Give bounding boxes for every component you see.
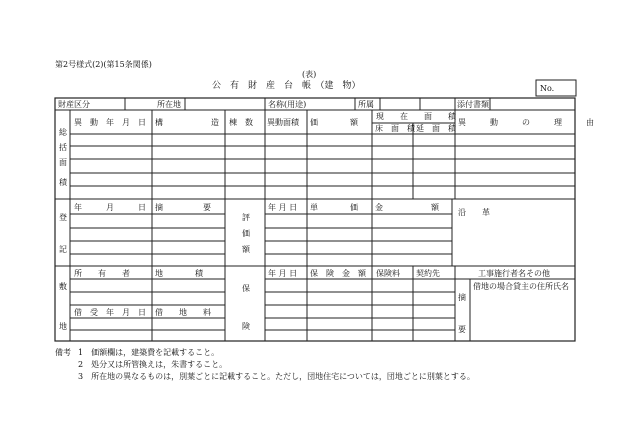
sokatsu-side-3: 面 [59,158,67,167]
col-tosu: 棟 数 [229,118,253,127]
form-number-label: 第2号様式(2)(第15条関係) [55,60,152,69]
col-ido-riyu: 異 動 の 理 由 [458,118,594,127]
sokatsu-side-2: 括 [59,143,67,152]
header-meisho: 名称(用途) [268,100,307,109]
shiki-side-1: 敷 [59,282,67,291]
hyoka-side-3: 額 [242,245,250,254]
hoken-side-2: 険 [242,322,250,331]
number-box-label: No. [540,84,555,93]
hyoka-col-date: 年 月 日 [268,203,298,212]
toki-col-tekiyo: 摘 要 [155,203,211,212]
header-zaisan-kubun: 財産区分 [58,100,90,109]
col-hokenryo: 保険料 [376,269,400,278]
notes-label: 備考 [55,348,71,357]
header-tenpu: 添付書類 [457,100,489,109]
col-ido-date: 異 動 年 月 日 [74,118,146,127]
side-label: (表) [302,70,317,79]
hyoka-side-2: 価 [242,229,250,238]
col-shakuchiryo: 借 地 料 [155,308,211,317]
toki-side-2: 記 [59,245,67,254]
note-item-1: 1 価額欄は，建築費を記載すること。 [78,348,220,357]
col-kakaku: 価 額 [310,118,358,127]
note-item-3: 3 所在地の異なるものは，別葉ごとに記載すること。ただし，団地住宅については，団地ごとに別葉とする。 [78,372,475,381]
col-ido-menseki: 異動面積 [267,118,299,127]
hoken-col-date: 年 月 日 [268,269,298,278]
col-hoken-kingaku: 保 険 金 額 [310,269,366,278]
hyoka-col-kingaku: 金 額 [375,203,439,212]
toki-col-date: 年 月 日 [74,203,146,212]
col-koji-sekosha: 工事施行者名その他 [478,269,550,278]
col-genzai-menseki: 現 在 面 積 [376,112,456,121]
note-item-2: 2 処分又は所管換えは，朱書すること。 [78,360,228,369]
col-nobe-menseki: 延 面 積 [416,124,456,133]
enkaku-label: 沿 革 [458,208,490,217]
sokatsu-side-1: 総 [59,128,67,137]
col-chiseki: 地 積 [155,269,203,278]
tekiyo-side-2: 要 [458,325,466,334]
page-title: 公 有 財 産 台 帳 （建 物） [212,81,361,91]
col-shakuju-date: 借 受 年 月 日 [74,308,146,317]
hoken-side-1: 保 [242,284,250,293]
header-shozaichi: 所在地 [157,100,181,109]
hyoka-col-tanka: 単 価 [310,203,358,212]
col-keiyakusaki: 契約先 [416,269,440,278]
shakuchi-kashinushi-label: 借地の場合貸主の住所氏名 [473,282,569,291]
sokatsu-side-4: 積 [59,178,67,187]
col-yuka-menseki: 床 面 積 [375,124,415,133]
col-shoyusha: 所 有 者 [74,269,130,278]
toki-side-1: 登 [59,213,67,222]
hyoka-side-1: 評 [242,213,250,222]
tekiyo-side-1: 摘 [458,293,466,302]
shiki-side-2: 地 [59,322,67,331]
header-shozoku: 所属 [358,100,374,109]
col-kozo: 構 造 [155,118,219,127]
